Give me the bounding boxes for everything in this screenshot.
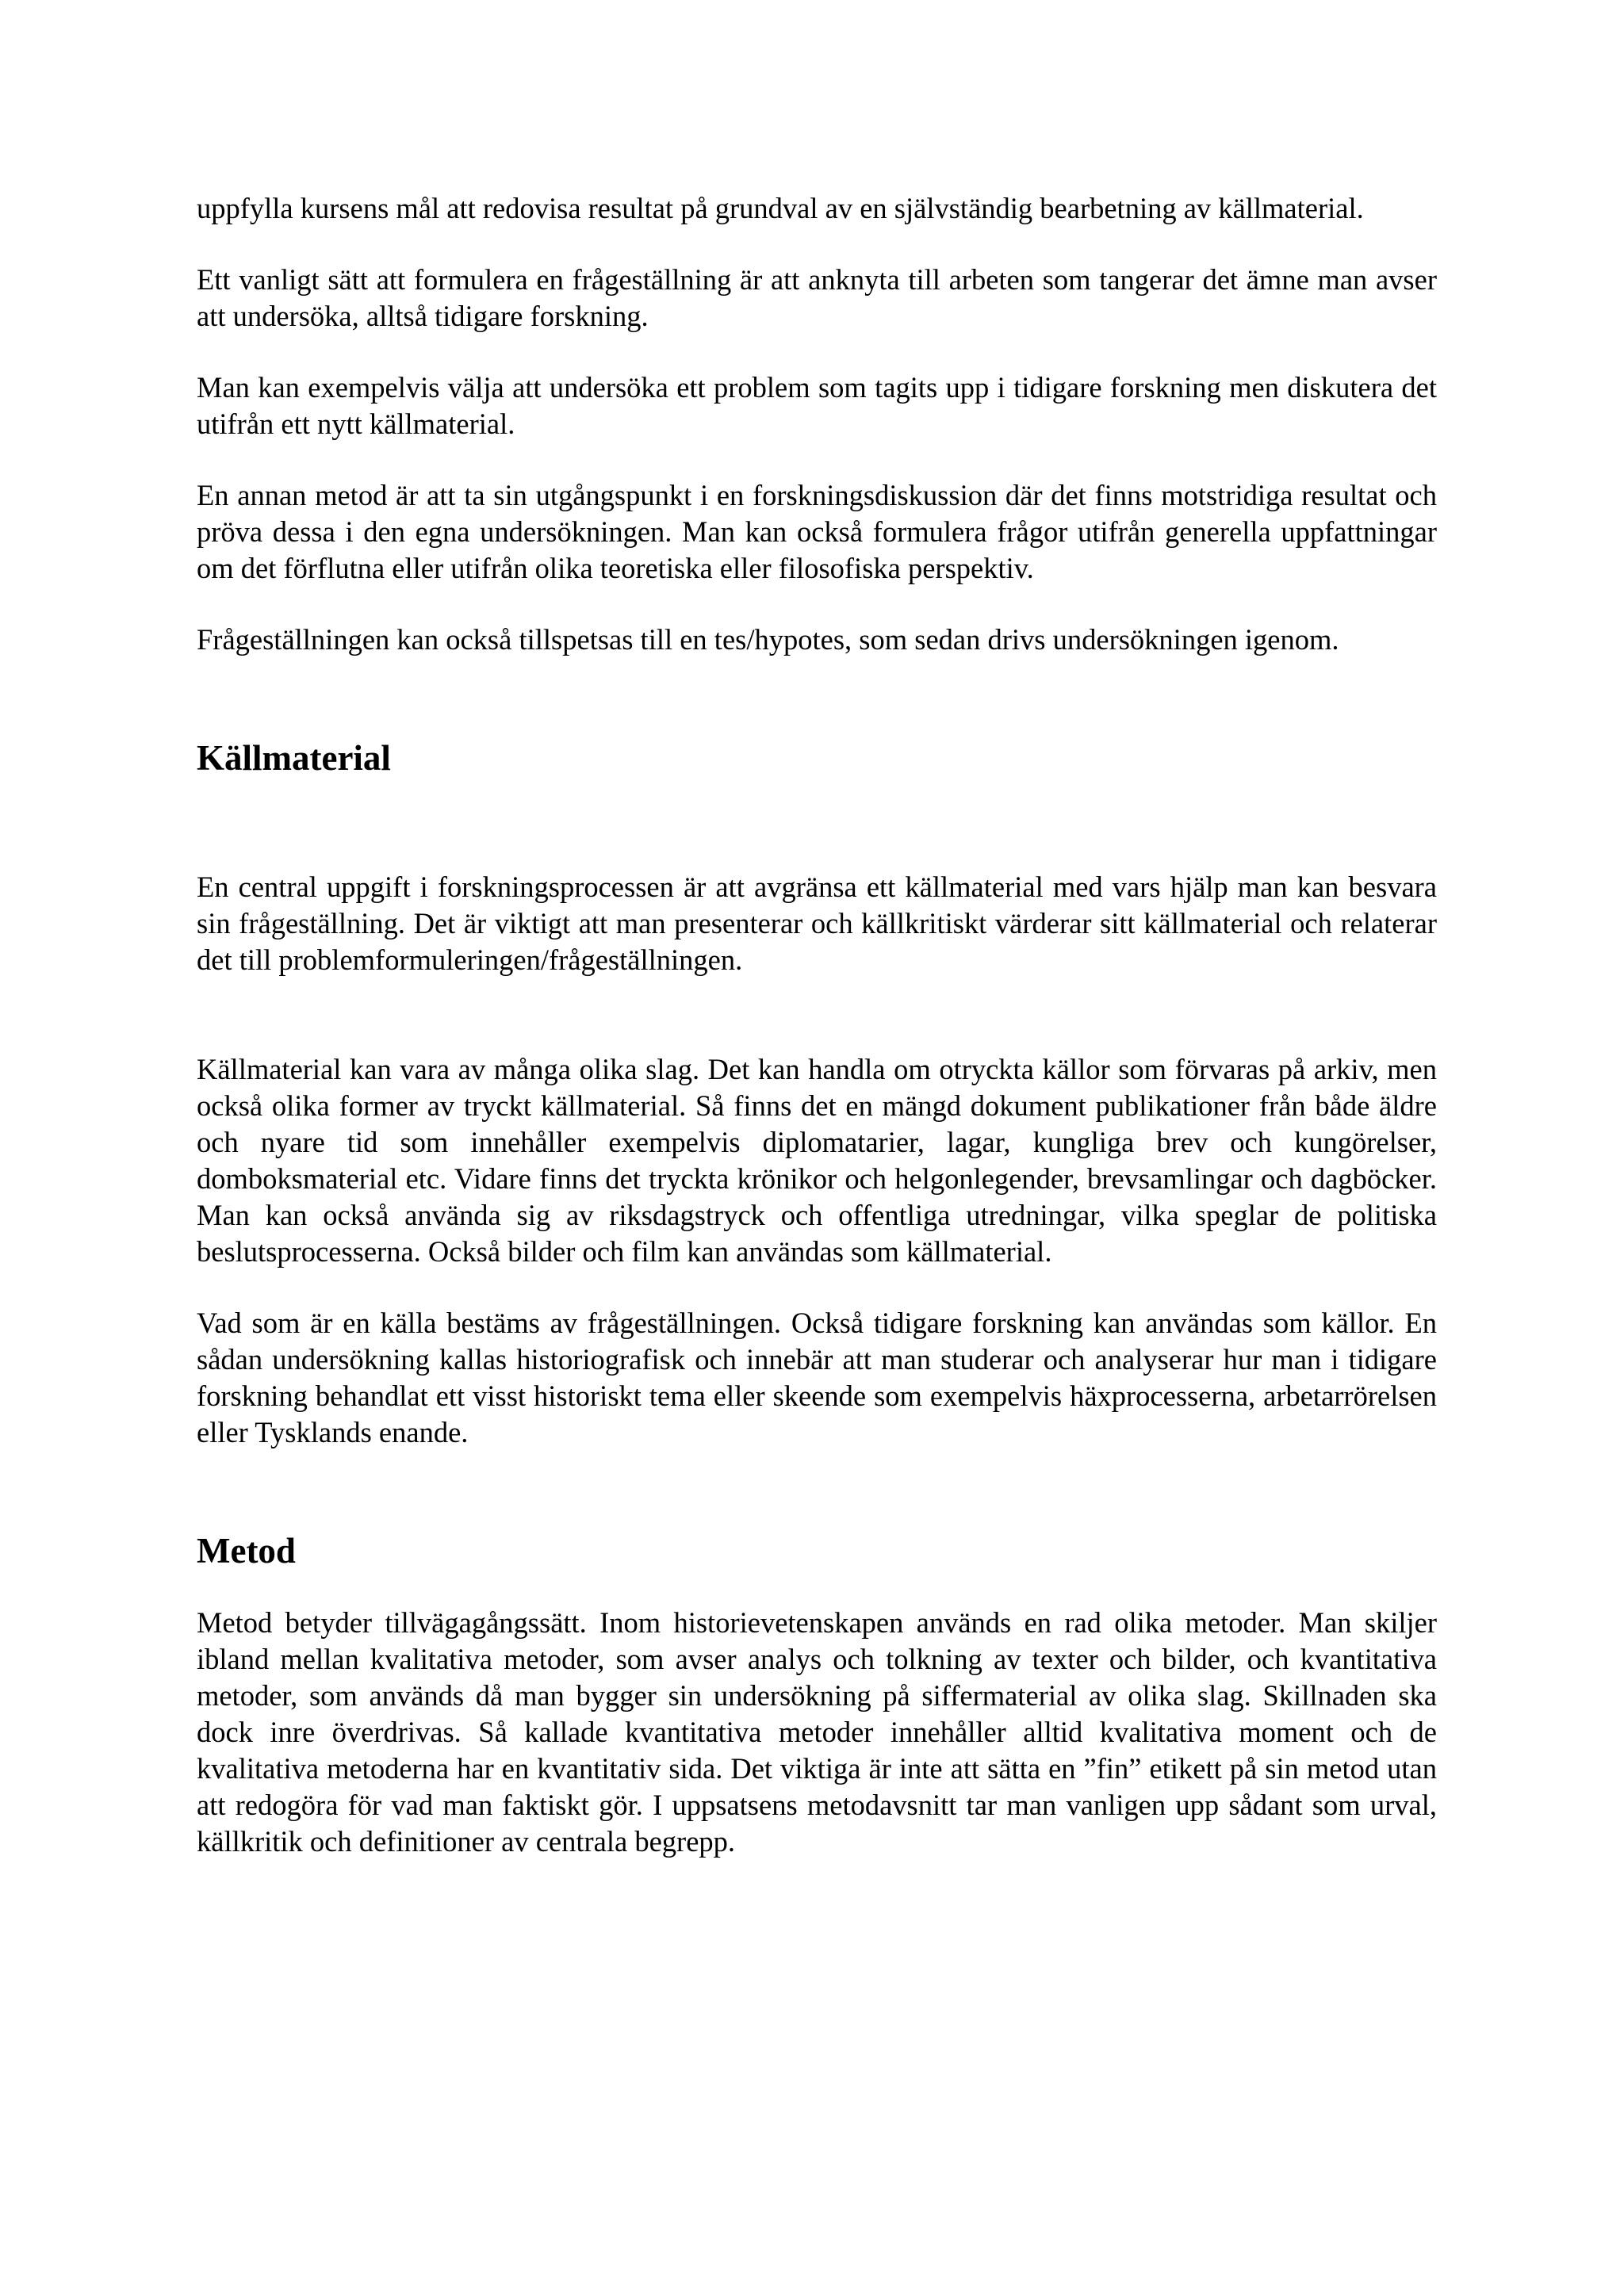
paragraph-new-source-material: Man kan exempelvis välja att undersöka ett problem som tagits upp i tidigare forskning men diskutera det utifrån ett nytt källmaterial. bbox=[197, 371, 1437, 440]
paragraph-thesis-hypothesis: Frågeställningen kan också tillspetsas till en tes/hypotes, som sedan drivs undersökningen igenom. bbox=[197, 623, 1339, 656]
document-page bbox=[197, 190, 1437, 1860]
paragraph-course-goals: uppfylla kursens mål att redovisa resultat på grundval av en självständig bearbetning av källmaterial. bbox=[197, 192, 1364, 224]
heading-kallmaterial: Källmaterial bbox=[197, 738, 391, 778]
heading-metod: Metod bbox=[197, 1531, 296, 1571]
paragraph-delimit-sources: En central uppgift i forskningsprocessen är att avgränsa ett källmaterial med vars hjälp man kan besvara sin frågeställning. Det är viktigt att man presenterar och källkritiskt värderar sitt källmaterial och relaterar det till problemformuleringen/frågeställningen. bbox=[197, 871, 1437, 976]
paragraph-research-discussion: En annan metod är att ta sin utgångspunkt i en forskningsdiskussion där det finns motstridiga resultat och pröva dessa i den egna undersökningen. Man kan också formulera frågor utifrån generella uppfattningar om det förflutna eller utifrån olika teoretiska eller filosofiska perspektiv. bbox=[197, 479, 1437, 584]
paragraph-source-types: Källmaterial kan vara av många olika slag. Det kan handla om otryckta källor som förvaras på arkiv, men också olika former av tryckt källmaterial. Så finns det en mängd dokument publikationer från både äldre och nyare tid som innehåller exempelvis diplomatarier, lagar, kungliga brev och kungörelser, domboksmaterial etc. Vidare finns det tryckta krönikor och helgonlegender, brevsamlingar och dagböcker. Man kan också använda sig av riksdagstryck och offentliga utredningar, vilka speglar de politiska beslutsprocesserna. Också bilder och film kan användas som källmaterial. bbox=[197, 1053, 1437, 1268]
paragraph-research-question: Ett vanligt sätt att formulera en frågeställning är att anknyta till arbeten som tangerar det ämne man avser att undersöka, alltså tidigare forskning. bbox=[197, 263, 1437, 332]
paragraph-historiography: Vad som är en källa bestäms av frågeställningen. Också tidigare forskning kan användas som källor. En sådan undersökning kallas historiografisk och innebär att man studerar och analyserar hur man i tidigare forskning behandlat ett visst historiskt tema eller skeende som exempelvis häxprocesserna, arbetarrörelsen eller Tysklands enande. bbox=[197, 1307, 1437, 1448]
paragraph-methods: Metod betyder tillvägagångssätt. Inom historievetenskapen används en rad olika metoder. Man skiljer ibland mellan kvalitativa metoder, som avser analys och tolkning av texter och bilder, och kvantitativa metoder, som används då man bygger sin undersökning på siffermaterial av olika slag. Skillnaden ska dock inre överdrivas. Så kallade kvantitativa metoder innehåller alltid kvalitativa moment och de kvalitativa metoderna har en kvantitativ sida. Det viktiga är inte att sätta en ”fin” etikett på sin metod utan att redogöra för vad man faktiskt gör. I uppsatsens metodavsnitt tar man vanligen upp sådant som urval, källkritik och definitioner av centrala begrepp. bbox=[197, 1606, 1437, 1858]
